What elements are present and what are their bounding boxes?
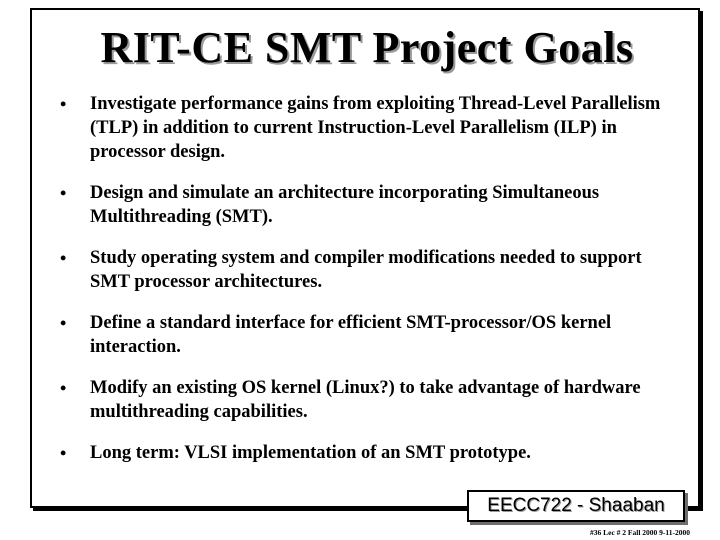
slide-info: #36 Lec # 2 Fall 2000 9-11-2000 xyxy=(590,528,690,537)
bullet-list xyxy=(60,92,680,482)
course-label-box: EECC722 - Shaaban xyxy=(467,490,685,522)
slide-frame xyxy=(30,8,700,508)
bullet-item xyxy=(60,441,680,465)
bullet-text: Define a standard interface for efficient SMT-processor/OS kernel interaction. xyxy=(90,313,612,357)
bullet-item xyxy=(60,92,680,164)
bullet-marker: • xyxy=(60,94,67,114)
bullet-text: Investigate performance gains from exploiting Thread-Level Parallelism (TLP) in addition to current Instruction-Level Parallelism (ILP) in processor design. xyxy=(90,94,661,162)
bullet-marker: • xyxy=(60,313,67,333)
bullet-text: Long term: VLSI implementation of an SMT prototype. xyxy=(90,443,531,463)
bullet-text: Design and simulate an architecture incorporating Simultaneous Multithreading (SMT). xyxy=(90,183,600,227)
bullet-text: Modify an existing OS kernel (Linux?) to take advantage of hardware multithreading capabilities. xyxy=(90,378,641,422)
slide-title: RIT-CE SMT Project Goals xyxy=(100,23,634,72)
bullet-marker: • xyxy=(60,443,67,463)
bullet-text: Study operating system and compiler modifications needed to support SMT processor architectures. xyxy=(90,248,642,292)
bullet-item xyxy=(60,181,680,229)
bullet-item xyxy=(60,376,680,424)
bullet-marker: • xyxy=(60,248,67,268)
bullet-item xyxy=(60,311,680,359)
bullet-item xyxy=(60,246,680,294)
bullet-marker: • xyxy=(60,183,67,203)
bullet-marker: • xyxy=(60,378,67,398)
